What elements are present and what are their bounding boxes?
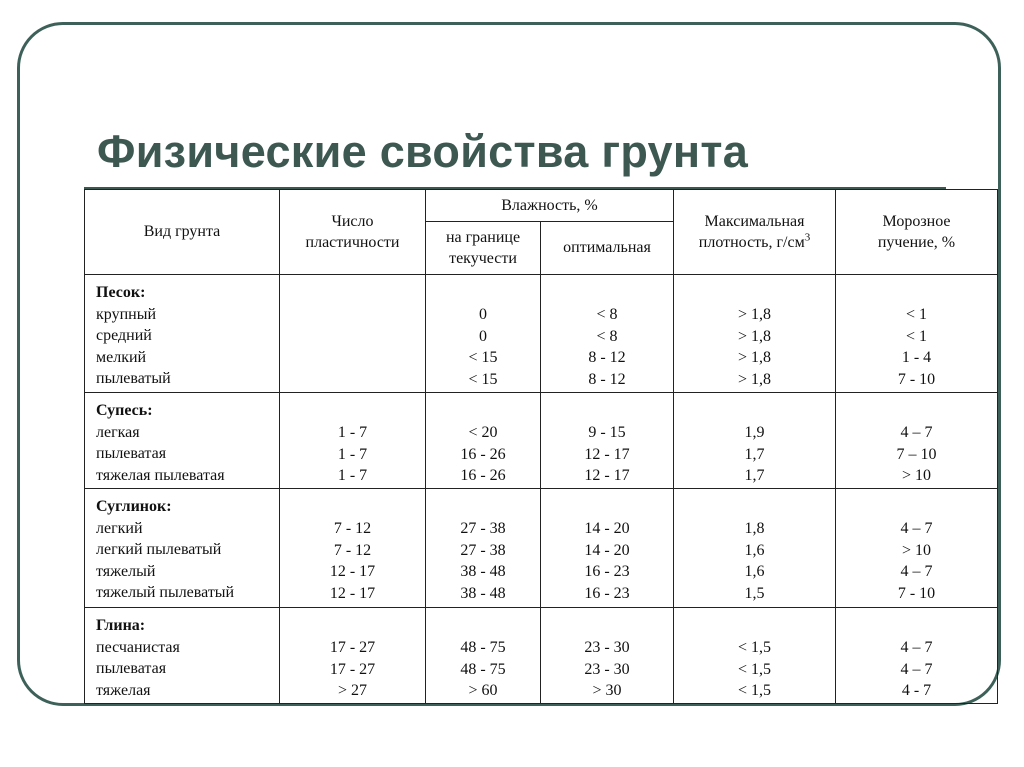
cell-value: > 10	[901, 541, 932, 559]
soil-subtype: легкий	[96, 519, 143, 537]
cell-value: 7 - 10	[897, 584, 936, 602]
soil-group-row	[85, 489, 998, 608]
cell-value: > 10	[901, 467, 932, 484]
cell-value: 38 - 48	[460, 584, 506, 602]
cell-value: 48 - 75	[460, 660, 506, 678]
cell-value: 16 - 26	[460, 467, 506, 484]
cell-value: 48 - 75	[460, 639, 506, 656]
cell-value: < 8	[596, 327, 618, 345]
cell-value: 0	[479, 327, 487, 345]
cell-value: 1 - 4	[901, 349, 932, 366]
slide-title: Физические свойства грунта	[97, 126, 749, 177]
cell-value: 14 - 20	[584, 541, 630, 559]
optimal-moisture-cell	[541, 275, 674, 393]
liquid-limit-cell	[426, 608, 541, 704]
soil-subtype: песчанистая	[96, 638, 180, 656]
max-density-cell	[674, 393, 836, 489]
soil-group-row	[85, 275, 998, 393]
cell-value: > 1,8	[737, 306, 772, 323]
soil-properties-table	[84, 189, 998, 704]
cell-value: 7 - 12	[333, 541, 372, 559]
cell-value: 1 - 7	[337, 467, 368, 484]
cell-value: 16 - 26	[460, 445, 506, 463]
soil-group-name: Супесь:	[96, 402, 153, 419]
plasticity-cell	[280, 275, 426, 393]
cell-value: 7 – 10	[896, 445, 937, 463]
soil-type-cell	[85, 275, 280, 393]
cell-value: < 1	[905, 306, 928, 323]
soil-group-name: Суглинок:	[96, 498, 172, 515]
cell-value: 4 – 7	[900, 520, 933, 537]
soil-group-name: Глина:	[96, 617, 146, 634]
optimal-moisture-cell	[541, 608, 674, 704]
cell-value: 14 - 20	[584, 520, 630, 537]
cell-value: < 1,5	[737, 639, 772, 656]
cell-value: 1,7	[744, 467, 765, 484]
header-max-density: Максимальная плотность, $г/см^3$	[674, 190, 836, 275]
cell-value: 38 - 48	[460, 563, 506, 580]
optimal-moisture-cell	[541, 489, 674, 608]
header-moisture: Влажность, %	[426, 190, 674, 222]
soil-subtype: тяжелая пылеватая	[96, 466, 225, 484]
soil-subtype: пылеватый	[96, 370, 171, 387]
optimal-moisture-cell	[541, 393, 674, 489]
frost-heave-cell	[836, 275, 998, 393]
cell-value: 8 - 12	[588, 349, 626, 366]
soil-group-row	[85, 393, 998, 489]
cell-value: 1,6	[744, 563, 765, 580]
cell-value: 12 - 17	[584, 445, 630, 463]
cell-value: 17 - 27	[329, 639, 376, 656]
frost-heave-cell	[836, 393, 998, 489]
soil-subtype: пылеватая	[96, 445, 167, 462]
cell-value: > 60	[468, 682, 498, 699]
soil-subtype: пылеватая	[96, 660, 167, 677]
cell-value: 0	[479, 306, 487, 323]
cell-value: < 1,5	[737, 682, 772, 699]
liquid-limit-cell	[426, 393, 541, 489]
max-density-cell	[674, 608, 836, 704]
cell-value: 23 - 30	[584, 639, 630, 656]
frost-heave-cell	[836, 489, 998, 608]
plasticity-cell	[280, 608, 426, 704]
cell-value: 27 - 38	[460, 541, 506, 559]
header-soil-type: Вид грунта	[85, 190, 280, 275]
cell-value: 1,9	[744, 424, 765, 441]
soil-subtype: средний	[96, 327, 152, 344]
cell-value: < 20	[468, 424, 498, 441]
cell-value: 9 - 15	[588, 424, 626, 441]
cell-value: 8 - 12	[588, 370, 626, 388]
cell-value: 1,8	[744, 520, 765, 537]
plasticity-cell	[280, 489, 426, 608]
cell-value: > 1,8	[737, 370, 772, 388]
plasticity-cell	[280, 393, 426, 489]
cell-value: 12 - 17	[584, 467, 630, 484]
soil-subtype: крупный	[96, 305, 156, 323]
cell-value: 27 - 38	[460, 520, 506, 537]
soil-subtype: легкий пылеватый	[96, 541, 222, 558]
soil-type-cell	[85, 489, 280, 608]
cell-value: 4 – 7	[900, 424, 933, 441]
cell-value: 1,6	[744, 541, 765, 559]
cell-value: < 15	[468, 349, 498, 366]
soil-group-name: Песок:	[96, 284, 146, 301]
cell-value: 12 - 17	[329, 584, 376, 602]
liquid-limit-cell	[426, 489, 541, 608]
cell-value: 1 - 7	[337, 445, 368, 463]
soil-subtype: тяжелый пылеватый	[96, 584, 235, 601]
max-density-cell	[674, 275, 836, 393]
soil-subtype: легкая	[96, 423, 140, 441]
cell-value: 1,5	[744, 584, 765, 602]
header-moisture-liquid-limit: на границе текучести	[426, 222, 541, 275]
header-moisture-optimal: оптимальная	[541, 222, 674, 275]
cell-value: 7 - 10	[897, 370, 936, 388]
cell-value: > 1,8	[737, 349, 772, 366]
frost-heave-cell	[836, 608, 998, 704]
liquid-limit-cell	[426, 275, 541, 393]
cell-value: 16 - 23	[584, 563, 630, 580]
cell-value: 4 – 7	[900, 563, 933, 580]
cell-value: < 15	[468, 370, 498, 388]
soil-type-cell	[85, 393, 280, 489]
cell-value: 7 - 12	[333, 520, 372, 537]
cell-value: < 1	[905, 327, 928, 345]
cell-value: > 1,8	[737, 327, 772, 345]
cell-value: 1 - 7	[337, 424, 368, 441]
soil-group-row	[85, 608, 998, 704]
cell-value: 17 - 27	[329, 660, 376, 678]
cell-value: 4 – 7	[900, 639, 933, 656]
header-frost-heave: Морозное пучение, %	[836, 190, 998, 275]
cell-value: 4 – 7	[900, 660, 933, 678]
header-plasticity: Число пластичности	[280, 190, 426, 275]
soil-subtype: тяжелый	[96, 562, 156, 580]
cell-value: > 27	[337, 682, 368, 699]
soil-subtype: тяжелая	[96, 681, 151, 699]
cell-value: 16 - 23	[584, 584, 630, 602]
cell-value: < 1,5	[737, 660, 772, 678]
cell-value: < 8	[596, 306, 618, 323]
soil-type-cell	[85, 608, 280, 704]
cell-value: 4 - 7	[901, 682, 932, 699]
cell-value: 1,7	[744, 445, 765, 463]
cell-value: 23 - 30	[584, 660, 630, 678]
cell-value: > 30	[592, 682, 622, 699]
soil-subtype: мелкий	[96, 348, 147, 366]
max-density-cell	[674, 489, 836, 608]
cell-value: 12 - 17	[329, 563, 376, 580]
